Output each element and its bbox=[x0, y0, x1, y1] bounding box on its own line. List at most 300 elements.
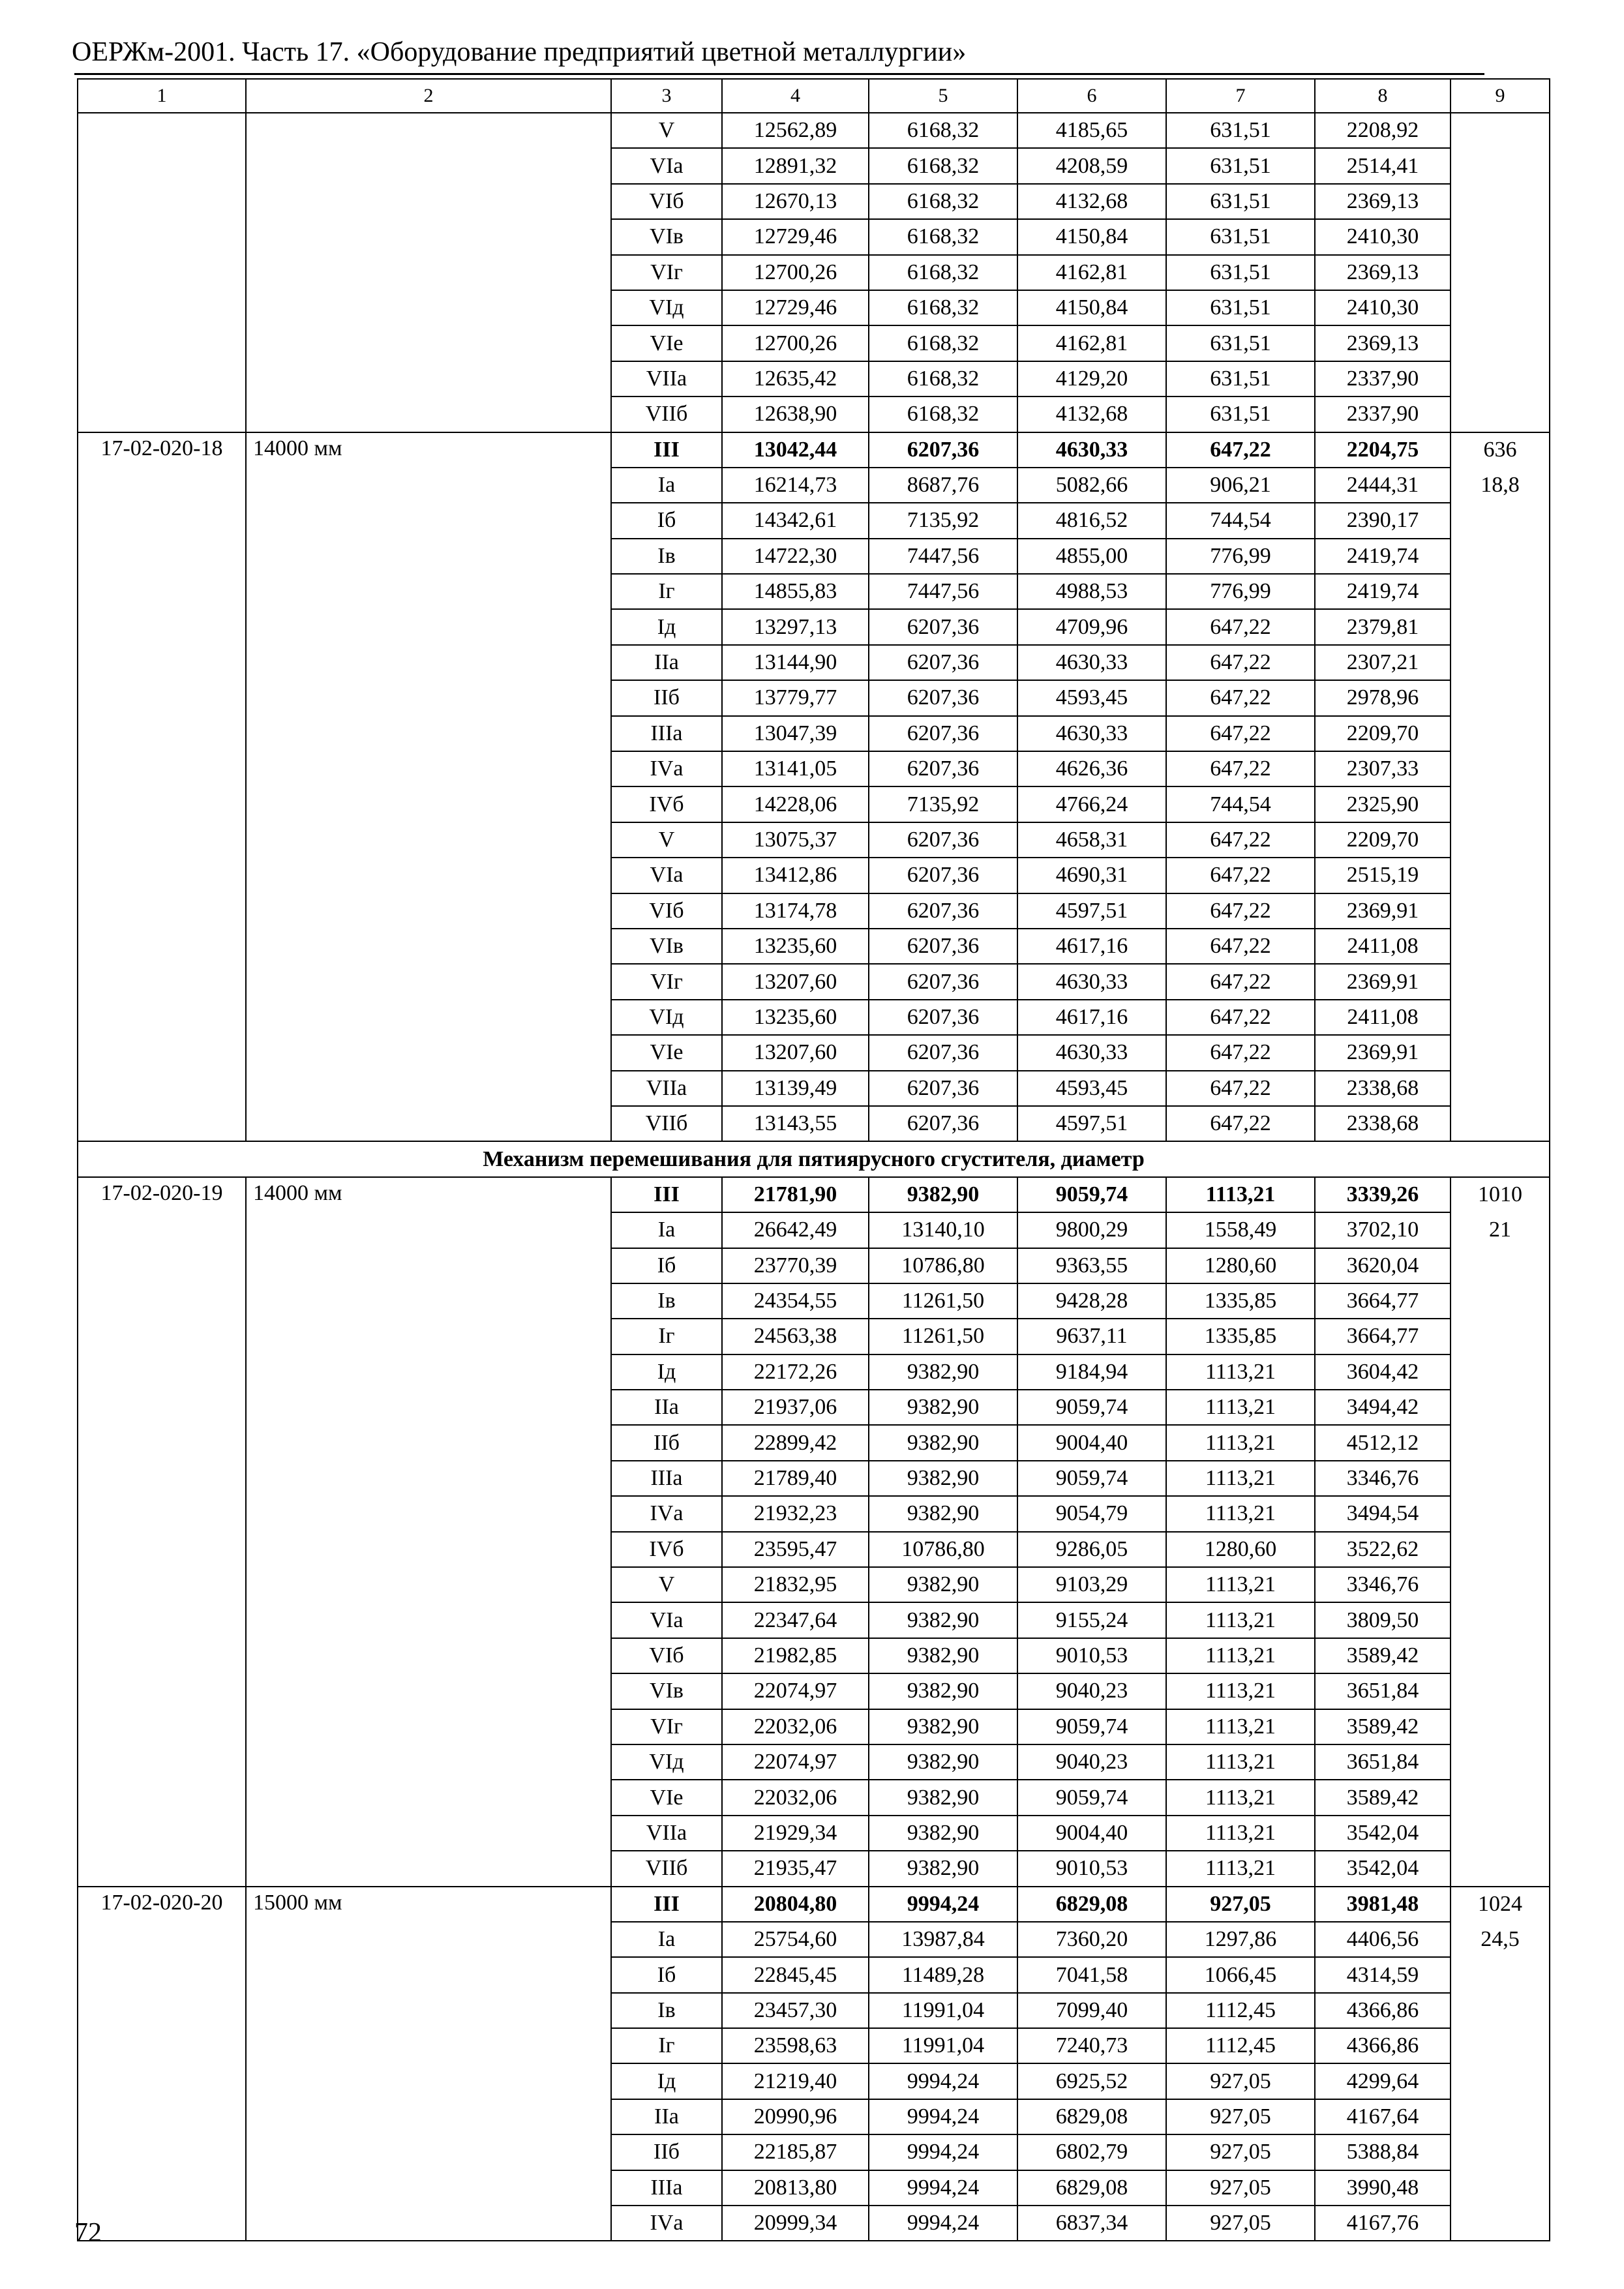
labor-cell bbox=[1451, 858, 1550, 893]
column-number-cell: 5 bbox=[869, 79, 1017, 113]
condition-code-cell: Iб bbox=[611, 503, 722, 538]
labor-cell bbox=[1451, 2028, 1550, 2063]
wages-cell: 6207,36 bbox=[869, 680, 1017, 715]
machinist-wages-cell: 647,22 bbox=[1166, 893, 1315, 929]
materials-cell: 4406,56 bbox=[1315, 1922, 1451, 1957]
labor-cell bbox=[1451, 1780, 1550, 1815]
materials-cell: 2369,13 bbox=[1315, 255, 1451, 290]
machinist-wages-cell: 647,22 bbox=[1166, 432, 1315, 468]
condition-code-cell: IIа bbox=[611, 645, 722, 680]
rate-code-cell: 17-02-020-18 bbox=[78, 432, 246, 1142]
labor-cell bbox=[1451, 1532, 1550, 1567]
wages-cell: 6207,36 bbox=[869, 964, 1017, 999]
table-row bbox=[78, 1177, 1550, 1212]
machine-cost-cell: 4630,33 bbox=[1017, 1035, 1166, 1070]
materials-cell: 2410,30 bbox=[1315, 219, 1451, 254]
labor-cell bbox=[1451, 361, 1550, 396]
machinist-wages-cell: 647,22 bbox=[1166, 822, 1315, 858]
condition-code-cell: Iб bbox=[611, 1248, 722, 1283]
wages-cell: 6207,36 bbox=[869, 751, 1017, 786]
column-number-cell: 9 bbox=[1451, 79, 1550, 113]
materials-cell: 2411,08 bbox=[1315, 1000, 1451, 1035]
machine-cost-cell: 9040,23 bbox=[1017, 1673, 1166, 1709]
condition-code-cell: III bbox=[611, 1887, 722, 1922]
materials-cell: 2307,21 bbox=[1315, 645, 1451, 680]
total-cost-cell: 20804,80 bbox=[722, 1887, 869, 1922]
machine-cost-cell: 4597,51 bbox=[1017, 1106, 1166, 1141]
materials-cell: 3664,77 bbox=[1315, 1319, 1451, 1354]
wages-cell: 6207,36 bbox=[869, 645, 1017, 680]
wages-cell: 8687,76 bbox=[869, 468, 1017, 503]
machine-cost-cell: 4855,00 bbox=[1017, 539, 1166, 574]
machine-cost-cell: 9184,94 bbox=[1017, 1354, 1166, 1390]
total-cost-cell: 21219,40 bbox=[722, 2063, 869, 2099]
total-cost-cell: 16214,73 bbox=[722, 468, 869, 503]
labor-cell bbox=[1451, 645, 1550, 680]
materials-cell: 2369,91 bbox=[1315, 1035, 1451, 1070]
condition-code-cell: Iд bbox=[611, 609, 722, 644]
machine-cost-cell: 4630,33 bbox=[1017, 645, 1166, 680]
materials-cell: 3664,77 bbox=[1315, 1283, 1451, 1319]
condition-code-cell: V bbox=[611, 1567, 722, 1602]
labor-cell bbox=[1451, 929, 1550, 964]
materials-cell: 2369,91 bbox=[1315, 964, 1451, 999]
machine-cost-cell: 4597,51 bbox=[1017, 893, 1166, 929]
condition-code-cell: VIIб bbox=[611, 1851, 722, 1886]
machine-cost-cell: 4630,33 bbox=[1017, 964, 1166, 999]
machinist-wages-cell: 631,51 bbox=[1166, 290, 1315, 325]
labor-cell bbox=[1451, 2170, 1550, 2206]
labor-cell bbox=[1451, 1425, 1550, 1460]
machine-cost-cell: 4658,31 bbox=[1017, 822, 1166, 858]
materials-cell: 2411,08 bbox=[1315, 929, 1451, 964]
condition-code-cell: VIIб bbox=[611, 1106, 722, 1141]
labor-cell bbox=[1451, 2134, 1550, 2170]
condition-code-cell: IVб bbox=[611, 786, 722, 822]
total-cost-cell: 12670,13 bbox=[722, 184, 869, 219]
machinist-wages-cell: 1113,21 bbox=[1166, 1602, 1315, 1638]
total-cost-cell: 21932,23 bbox=[722, 1496, 869, 1531]
wages-cell: 7135,92 bbox=[869, 786, 1017, 822]
materials-cell: 3522,62 bbox=[1315, 1532, 1451, 1567]
machinist-wages-cell: 631,51 bbox=[1166, 148, 1315, 183]
total-cost-cell: 22845,45 bbox=[722, 1957, 869, 1992]
condition-code-cell: Iв bbox=[611, 1993, 722, 2028]
total-cost-cell: 22032,06 bbox=[722, 1780, 869, 1815]
wages-cell: 6168,32 bbox=[869, 396, 1017, 432]
labor-cell bbox=[1451, 1071, 1550, 1106]
condition-code-cell: VIе bbox=[611, 325, 722, 361]
materials-cell: 2369,13 bbox=[1315, 184, 1451, 219]
materials-cell: 4299,64 bbox=[1315, 2063, 1451, 2099]
rate-code-cell: 17-02-020-20 bbox=[78, 1887, 246, 2241]
labor-cell bbox=[1451, 1461, 1550, 1496]
total-cost-cell: 23770,39 bbox=[722, 1248, 869, 1283]
total-cost-cell: 24354,55 bbox=[722, 1283, 869, 1319]
wages-cell: 6207,36 bbox=[869, 432, 1017, 468]
machinist-wages-cell: 1280,60 bbox=[1166, 1532, 1315, 1567]
machinist-wages-cell: 1335,85 bbox=[1166, 1283, 1315, 1319]
condition-code-cell: VIв bbox=[611, 929, 722, 964]
condition-code-cell: IIIа bbox=[611, 2170, 722, 2206]
labor-cell bbox=[1451, 539, 1550, 574]
rate-name-cell: 15000 мм bbox=[246, 1887, 611, 2241]
materials-cell: 3589,42 bbox=[1315, 1638, 1451, 1673]
machinist-wages-cell: 1113,21 bbox=[1166, 1816, 1315, 1851]
column-number-cell: 4 bbox=[722, 79, 869, 113]
materials-cell: 3542,04 bbox=[1315, 1816, 1451, 1851]
materials-cell: 3346,76 bbox=[1315, 1567, 1451, 1602]
column-numbers-row bbox=[78, 79, 1550, 113]
condition-code-cell: IIб bbox=[611, 1425, 722, 1460]
machine-cost-cell: 4162,81 bbox=[1017, 325, 1166, 361]
condition-code-cell: VIб bbox=[611, 1638, 722, 1673]
machine-cost-cell: 9004,40 bbox=[1017, 1425, 1166, 1460]
total-cost-cell: 13174,78 bbox=[722, 893, 869, 929]
machinist-wages-cell: 744,54 bbox=[1166, 786, 1315, 822]
wages-cell: 9382,90 bbox=[869, 1177, 1017, 1212]
machine-cost-cell: 4150,84 bbox=[1017, 290, 1166, 325]
wages-cell: 7447,56 bbox=[869, 574, 1017, 609]
condition-code-cell: IIб bbox=[611, 2134, 722, 2170]
total-cost-cell: 13075,37 bbox=[722, 822, 869, 858]
total-cost-cell: 22074,97 bbox=[722, 1744, 869, 1780]
labor-cell bbox=[1451, 574, 1550, 609]
labor-cell bbox=[1451, 1354, 1550, 1390]
machinist-wages-cell: 1113,21 bbox=[1166, 1851, 1315, 1886]
header-rule bbox=[74, 73, 1484, 75]
machinist-wages-cell: 647,22 bbox=[1166, 645, 1315, 680]
total-cost-cell: 13297,13 bbox=[722, 609, 869, 644]
total-cost-cell: 14722,30 bbox=[722, 539, 869, 574]
total-cost-cell: 13042,44 bbox=[722, 432, 869, 468]
materials-cell: 4512,12 bbox=[1315, 1425, 1451, 1460]
machinist-wages-cell: 1558,49 bbox=[1166, 1212, 1315, 1248]
materials-cell: 4366,86 bbox=[1315, 1993, 1451, 2028]
materials-cell: 3494,42 bbox=[1315, 1390, 1451, 1425]
materials-cell: 2514,41 bbox=[1315, 148, 1451, 183]
condition-code-cell: VIе bbox=[611, 1035, 722, 1070]
condition-code-cell: VIа bbox=[611, 1602, 722, 1638]
machinist-wages-cell: 1113,21 bbox=[1166, 1177, 1315, 1212]
total-cost-cell: 25754,60 bbox=[722, 1922, 869, 1957]
total-cost-cell: 21832,95 bbox=[722, 1567, 869, 1602]
total-cost-cell: 13235,60 bbox=[722, 929, 869, 964]
condition-code-cell: IVа bbox=[611, 2206, 722, 2241]
materials-cell: 3604,42 bbox=[1315, 1354, 1451, 1390]
total-cost-cell: 23457,30 bbox=[722, 1993, 869, 2028]
condition-code-cell: VIIа bbox=[611, 1071, 722, 1106]
labor-cell bbox=[1451, 1496, 1550, 1531]
materials-cell: 3651,84 bbox=[1315, 1673, 1451, 1709]
wages-cell: 9382,90 bbox=[869, 1673, 1017, 1709]
machinist-wages-cell: 647,22 bbox=[1166, 1000, 1315, 1035]
wages-cell: 9382,90 bbox=[869, 1567, 1017, 1602]
machine-cost-cell: 4630,33 bbox=[1017, 716, 1166, 751]
machine-cost-cell: 9059,74 bbox=[1017, 1461, 1166, 1496]
machine-cost-cell: 9637,11 bbox=[1017, 1319, 1166, 1354]
labor-cell bbox=[1451, 1000, 1550, 1035]
machinist-wages-cell: 1113,21 bbox=[1166, 1709, 1315, 1744]
machinist-wages-cell: 744,54 bbox=[1166, 503, 1315, 538]
machine-cost-cell: 4208,59 bbox=[1017, 148, 1166, 183]
condition-code-cell: VIа bbox=[611, 148, 722, 183]
labor-cell bbox=[1451, 1957, 1550, 1992]
total-cost-cell: 12729,46 bbox=[722, 219, 869, 254]
machine-cost-cell: 4593,45 bbox=[1017, 680, 1166, 715]
condition-code-cell: IVа bbox=[611, 1496, 722, 1531]
machinist-wages-cell: 631,51 bbox=[1166, 113, 1315, 148]
wages-cell: 6207,36 bbox=[869, 929, 1017, 964]
machine-cost-cell: 4132,68 bbox=[1017, 396, 1166, 432]
materials-cell: 2390,17 bbox=[1315, 503, 1451, 538]
condition-code-cell: V bbox=[611, 113, 722, 148]
materials-cell: 2204,75 bbox=[1315, 432, 1451, 468]
table-row bbox=[78, 1887, 1550, 1922]
machinist-wages-cell: 647,22 bbox=[1166, 929, 1315, 964]
wages-cell: 9994,24 bbox=[869, 2063, 1017, 2099]
page-header-title: ОЕРЖм-2001. Часть 17. «Оборудование предприятий цветной металлургии» bbox=[72, 37, 967, 67]
wages-cell: 9382,90 bbox=[869, 1709, 1017, 1744]
condition-code-cell: VIе bbox=[611, 1780, 722, 1815]
labor-cell bbox=[1451, 1319, 1550, 1354]
materials-cell: 2379,81 bbox=[1315, 609, 1451, 644]
total-cost-cell: 12562,89 bbox=[722, 113, 869, 148]
machine-cost-cell: 7360,20 bbox=[1017, 1922, 1166, 1957]
machine-cost-cell: 7041,58 bbox=[1017, 1957, 1166, 1992]
total-cost-cell: 22899,42 bbox=[722, 1425, 869, 1460]
materials-cell: 2978,96 bbox=[1315, 680, 1451, 715]
machine-cost-cell: 6829,08 bbox=[1017, 1887, 1166, 1922]
machine-cost-cell: 4617,16 bbox=[1017, 1000, 1166, 1035]
total-cost-cell: 12635,42 bbox=[722, 361, 869, 396]
materials-cell: 3542,04 bbox=[1315, 1851, 1451, 1886]
total-cost-cell: 21935,47 bbox=[722, 1851, 869, 1886]
column-number-cell: 2 bbox=[246, 79, 611, 113]
labor-cell: 1010 bbox=[1451, 1177, 1550, 1212]
total-cost-cell: 14228,06 bbox=[722, 786, 869, 822]
machine-cost-cell: 9059,74 bbox=[1017, 1177, 1166, 1212]
labor-cell bbox=[1451, 822, 1550, 858]
machine-cost-cell: 9800,29 bbox=[1017, 1212, 1166, 1248]
machinist-wages-cell: 631,51 bbox=[1166, 255, 1315, 290]
machine-cost-cell: 9059,74 bbox=[1017, 1709, 1166, 1744]
total-cost-cell: 22074,97 bbox=[722, 1673, 869, 1709]
total-cost-cell: 13207,60 bbox=[722, 1035, 869, 1070]
labor-cell: 636 bbox=[1451, 432, 1550, 468]
rate-code-cell: 17-02-020-19 bbox=[78, 1177, 246, 1887]
machine-cost-cell: 4690,31 bbox=[1017, 858, 1166, 893]
condition-code-cell: Iа bbox=[611, 468, 722, 503]
total-cost-cell: 21982,85 bbox=[722, 1638, 869, 1673]
machinist-wages-cell: 1112,45 bbox=[1166, 1993, 1315, 2028]
materials-cell: 2338,68 bbox=[1315, 1106, 1451, 1141]
wages-cell: 9994,24 bbox=[869, 2099, 1017, 2134]
labor-cell bbox=[1451, 148, 1550, 183]
materials-cell: 2337,90 bbox=[1315, 361, 1451, 396]
machinist-wages-cell: 927,05 bbox=[1166, 1887, 1315, 1922]
materials-cell: 4167,76 bbox=[1315, 2206, 1451, 2241]
total-cost-cell: 13779,77 bbox=[722, 680, 869, 715]
wages-cell: 6207,36 bbox=[869, 1106, 1017, 1141]
materials-cell: 3981,48 bbox=[1315, 1887, 1451, 1922]
wages-cell: 9382,90 bbox=[869, 1390, 1017, 1425]
labor-cell: 24,5 bbox=[1451, 1922, 1550, 1957]
wages-cell: 6168,32 bbox=[869, 361, 1017, 396]
wages-cell: 10786,80 bbox=[869, 1248, 1017, 1283]
labor-cell bbox=[1451, 1709, 1550, 1744]
condition-code-cell: Iа bbox=[611, 1922, 722, 1957]
total-cost-cell: 21929,34 bbox=[722, 1816, 869, 1851]
condition-code-cell: VIв bbox=[611, 219, 722, 254]
wages-cell: 7447,56 bbox=[869, 539, 1017, 574]
machine-cost-cell: 4709,96 bbox=[1017, 609, 1166, 644]
wages-cell: 6207,36 bbox=[869, 1071, 1017, 1106]
wages-cell: 6168,32 bbox=[869, 184, 1017, 219]
machine-cost-cell: 6837,34 bbox=[1017, 2206, 1166, 2241]
condition-code-cell: III bbox=[611, 432, 722, 468]
labor-cell bbox=[1451, 1248, 1550, 1283]
machinist-wages-cell: 1280,60 bbox=[1166, 1248, 1315, 1283]
wages-cell: 9382,90 bbox=[869, 1425, 1017, 1460]
labor-cell bbox=[1451, 290, 1550, 325]
machinist-wages-cell: 1113,21 bbox=[1166, 1461, 1315, 1496]
machinist-wages-cell: 1113,21 bbox=[1166, 1425, 1315, 1460]
machinist-wages-cell: 631,51 bbox=[1166, 396, 1315, 432]
labor-cell bbox=[1451, 219, 1550, 254]
total-cost-cell: 21789,40 bbox=[722, 1461, 869, 1496]
machinist-wages-cell: 1113,21 bbox=[1166, 1780, 1315, 1815]
machinist-wages-cell: 906,21 bbox=[1166, 468, 1315, 503]
wages-cell: 9994,24 bbox=[869, 2170, 1017, 2206]
machine-cost-cell: 4630,33 bbox=[1017, 432, 1166, 468]
total-cost-cell: 20990,96 bbox=[722, 2099, 869, 2134]
condition-code-cell: Iд bbox=[611, 2063, 722, 2099]
section-header-row bbox=[78, 1141, 1550, 1176]
wages-cell: 6168,32 bbox=[869, 148, 1017, 183]
machine-cost-cell: 4185,65 bbox=[1017, 113, 1166, 148]
wages-cell: 11261,50 bbox=[869, 1319, 1017, 1354]
machine-cost-cell: 6829,08 bbox=[1017, 2170, 1166, 2206]
materials-cell: 3809,50 bbox=[1315, 1602, 1451, 1638]
materials-cell: 3651,84 bbox=[1315, 1744, 1451, 1780]
labor-cell bbox=[1451, 1744, 1550, 1780]
materials-cell: 3990,48 bbox=[1315, 2170, 1451, 2206]
machinist-wages-cell: 647,22 bbox=[1166, 1106, 1315, 1141]
condition-code-cell: IIа bbox=[611, 1390, 722, 1425]
wages-cell: 6168,32 bbox=[869, 290, 1017, 325]
condition-code-cell: VIг bbox=[611, 964, 722, 999]
materials-cell: 2325,90 bbox=[1315, 786, 1451, 822]
wages-cell: 9382,90 bbox=[869, 1780, 1017, 1815]
total-cost-cell: 12638,90 bbox=[722, 396, 869, 432]
materials-cell: 2209,70 bbox=[1315, 822, 1451, 858]
wages-cell: 13987,84 bbox=[869, 1922, 1017, 1957]
labor-cell bbox=[1451, 2099, 1550, 2134]
machine-cost-cell: 9103,29 bbox=[1017, 1567, 1166, 1602]
column-number-cell: 6 bbox=[1017, 79, 1166, 113]
machinist-wages-cell: 647,22 bbox=[1166, 609, 1315, 644]
labor-cell bbox=[1451, 396, 1550, 432]
materials-cell: 3339,26 bbox=[1315, 1177, 1451, 1212]
condition-code-cell: VIIб bbox=[611, 396, 722, 432]
rate-code-cell bbox=[78, 113, 246, 432]
machinist-wages-cell: 647,22 bbox=[1166, 858, 1315, 893]
machine-cost-cell: 4988,53 bbox=[1017, 574, 1166, 609]
labor-cell bbox=[1451, 609, 1550, 644]
condition-code-cell: VIIа bbox=[611, 1816, 722, 1851]
materials-cell: 2419,74 bbox=[1315, 539, 1451, 574]
materials-cell: 2419,74 bbox=[1315, 574, 1451, 609]
machinist-wages-cell: 1066,45 bbox=[1166, 1957, 1315, 1992]
machinist-wages-cell: 647,22 bbox=[1166, 1071, 1315, 1106]
section-title: Механизм перемешивания для пятиярусного сгустителя, диаметр bbox=[78, 1141, 1550, 1176]
wages-cell: 10786,80 bbox=[869, 1532, 1017, 1567]
wages-cell: 6168,32 bbox=[869, 255, 1017, 290]
total-cost-cell: 12729,46 bbox=[722, 290, 869, 325]
machinist-wages-cell: 1113,21 bbox=[1166, 1638, 1315, 1673]
labor-cell bbox=[1451, 325, 1550, 361]
machine-cost-cell: 4816,52 bbox=[1017, 503, 1166, 538]
condition-code-cell: VIб bbox=[611, 893, 722, 929]
machine-cost-cell: 6829,08 bbox=[1017, 2099, 1166, 2134]
condition-code-cell: IVб bbox=[611, 1532, 722, 1567]
rate-name-cell: 14000 мм bbox=[246, 432, 611, 1142]
machinist-wages-cell: 927,05 bbox=[1166, 2134, 1315, 2170]
machine-cost-cell: 9155,24 bbox=[1017, 1602, 1166, 1638]
wages-cell: 9382,90 bbox=[869, 1816, 1017, 1851]
total-cost-cell: 21781,90 bbox=[722, 1177, 869, 1212]
labor-cell bbox=[1451, 1035, 1550, 1070]
wages-cell: 9382,90 bbox=[869, 1496, 1017, 1531]
machine-cost-cell: 7240,73 bbox=[1017, 2028, 1166, 2063]
machine-cost-cell: 4617,16 bbox=[1017, 929, 1166, 964]
condition-code-cell: V bbox=[611, 822, 722, 858]
wages-cell: 9994,24 bbox=[869, 2134, 1017, 2170]
machine-cost-cell: 7099,40 bbox=[1017, 1993, 1166, 2028]
machine-cost-cell: 9059,74 bbox=[1017, 1780, 1166, 1815]
machine-cost-cell: 4626,36 bbox=[1017, 751, 1166, 786]
labor-cell: 18,8 bbox=[1451, 468, 1550, 503]
wages-cell: 9382,90 bbox=[869, 1354, 1017, 1390]
machinist-wages-cell: 647,22 bbox=[1166, 716, 1315, 751]
column-number-cell: 1 bbox=[78, 79, 246, 113]
wages-cell: 9382,90 bbox=[869, 1602, 1017, 1638]
total-cost-cell: 13143,55 bbox=[722, 1106, 869, 1141]
total-cost-cell: 22347,64 bbox=[722, 1602, 869, 1638]
materials-cell: 4366,86 bbox=[1315, 2028, 1451, 2063]
machine-cost-cell: 4129,20 bbox=[1017, 361, 1166, 396]
wages-cell: 9382,90 bbox=[869, 1851, 1017, 1886]
machinist-wages-cell: 647,22 bbox=[1166, 751, 1315, 786]
labor-cell bbox=[1451, 1816, 1550, 1851]
labor-cell bbox=[1451, 1602, 1550, 1638]
table-row bbox=[78, 432, 1550, 468]
wages-cell: 6168,32 bbox=[869, 219, 1017, 254]
condition-code-cell: Iа bbox=[611, 1212, 722, 1248]
materials-cell: 2338,68 bbox=[1315, 1071, 1451, 1106]
wages-cell: 9994,24 bbox=[869, 1887, 1017, 1922]
total-cost-cell: 12891,32 bbox=[722, 148, 869, 183]
condition-code-cell: VIа bbox=[611, 858, 722, 893]
total-cost-cell: 23595,47 bbox=[722, 1532, 869, 1567]
labor-cell bbox=[1451, 1567, 1550, 1602]
total-cost-cell: 13144,90 bbox=[722, 645, 869, 680]
materials-cell: 2307,33 bbox=[1315, 751, 1451, 786]
labor-cell bbox=[1451, 1851, 1550, 1886]
column-number-cell: 3 bbox=[611, 79, 722, 113]
machinist-wages-cell: 927,05 bbox=[1166, 2170, 1315, 2206]
